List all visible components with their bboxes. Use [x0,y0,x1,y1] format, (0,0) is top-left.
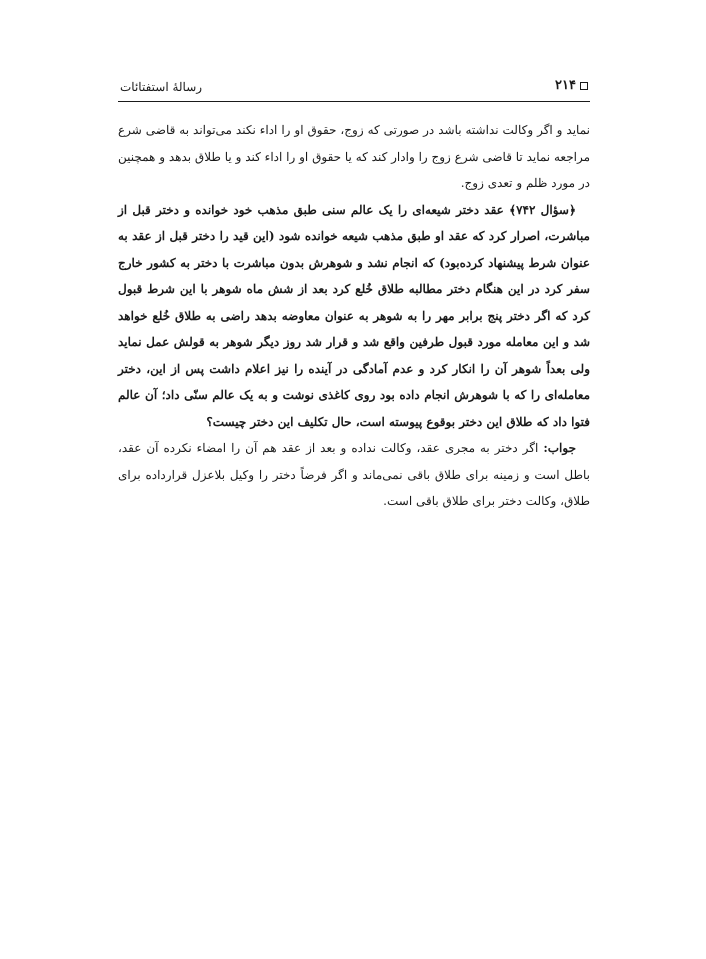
square-bullet-icon [580,82,588,90]
question-text: عقد دختر شیعه‌ای را یک عالم سنی طبق مذهب خود خوانده و دختر قبل از مباشرت، اصرار کرد که عقد او طبق مذهب شیعه خوانده شود (این قید را دختر قبل از عقد به عنوان شرط پیشنهاد کرده‌بود) که انجام نشد و شوهرش بدون مباشرت با دختر به کشور خارج سفر کرد در این هنگام دختر مطالبه طلاق خُلع کرد بعد از شش ماه شوهر با این شرط قبول کرد که اگر دختر پنج برابر مهر را به شوهر به عنوان معاوضه بدهد راضی به طلاق خُلع خواهد شد و این معامله مورد قبول طرفین واقع شد و قرار شد روز دیگر شوهر به قولش عمل نماید ولی بعداً شوهر آن را انکار کرد و عدم آمادگی در آینده را نیز اعلام داشت پس از این، دختر معامله‌ای را که با شوهرش انجام داده بود روی کاغذی نوشت و به یک عالم سنّی داد؛ آن عالم فتوا داد که طلاق این دختر بوقوع پیوسته است، حال تکلیف این دختر چیست؟ [118,202,591,429]
header-divider [118,101,590,102]
page-number: ۲۱۴ [555,78,576,93]
continuation-paragraph: نماید و اگر وکالت نداشته باشد در صورتی که زوج، حقوق او را اداء نکند می‌تواند به قاضی شرع مراجعه نماید تا قاضی شرع زوج را وادار کند که یا حقوق او را اداء کند و یا طلاق بدهد و همچنین در مورد ظلم و تعدی زوج. [118,123,590,190]
running-title: رسالهٔ استفتائات [120,80,203,94]
page-number-block [555,78,588,93]
question-paragraph [118,197,590,436]
answer-text: اگر دختر به مجری عقد، وکالت نداده و بعد از عقد هم آن را امضاء نکرده آن عقد، باطل است و زمینه برای طلاق باقی نمی‌ماند و اگر فرضاً دختر را وکیل بلاعزل قرارداده برای طلاق، وکالت دختر برای طلاق باقی است. [118,441,590,508]
page-header [118,76,590,100]
answer-paragraph [118,435,590,515]
question-label: ﴿سؤال ۷۴۲﴾ [509,202,576,217]
answer-label: جواب: [543,441,576,455]
page-body [118,117,590,515]
